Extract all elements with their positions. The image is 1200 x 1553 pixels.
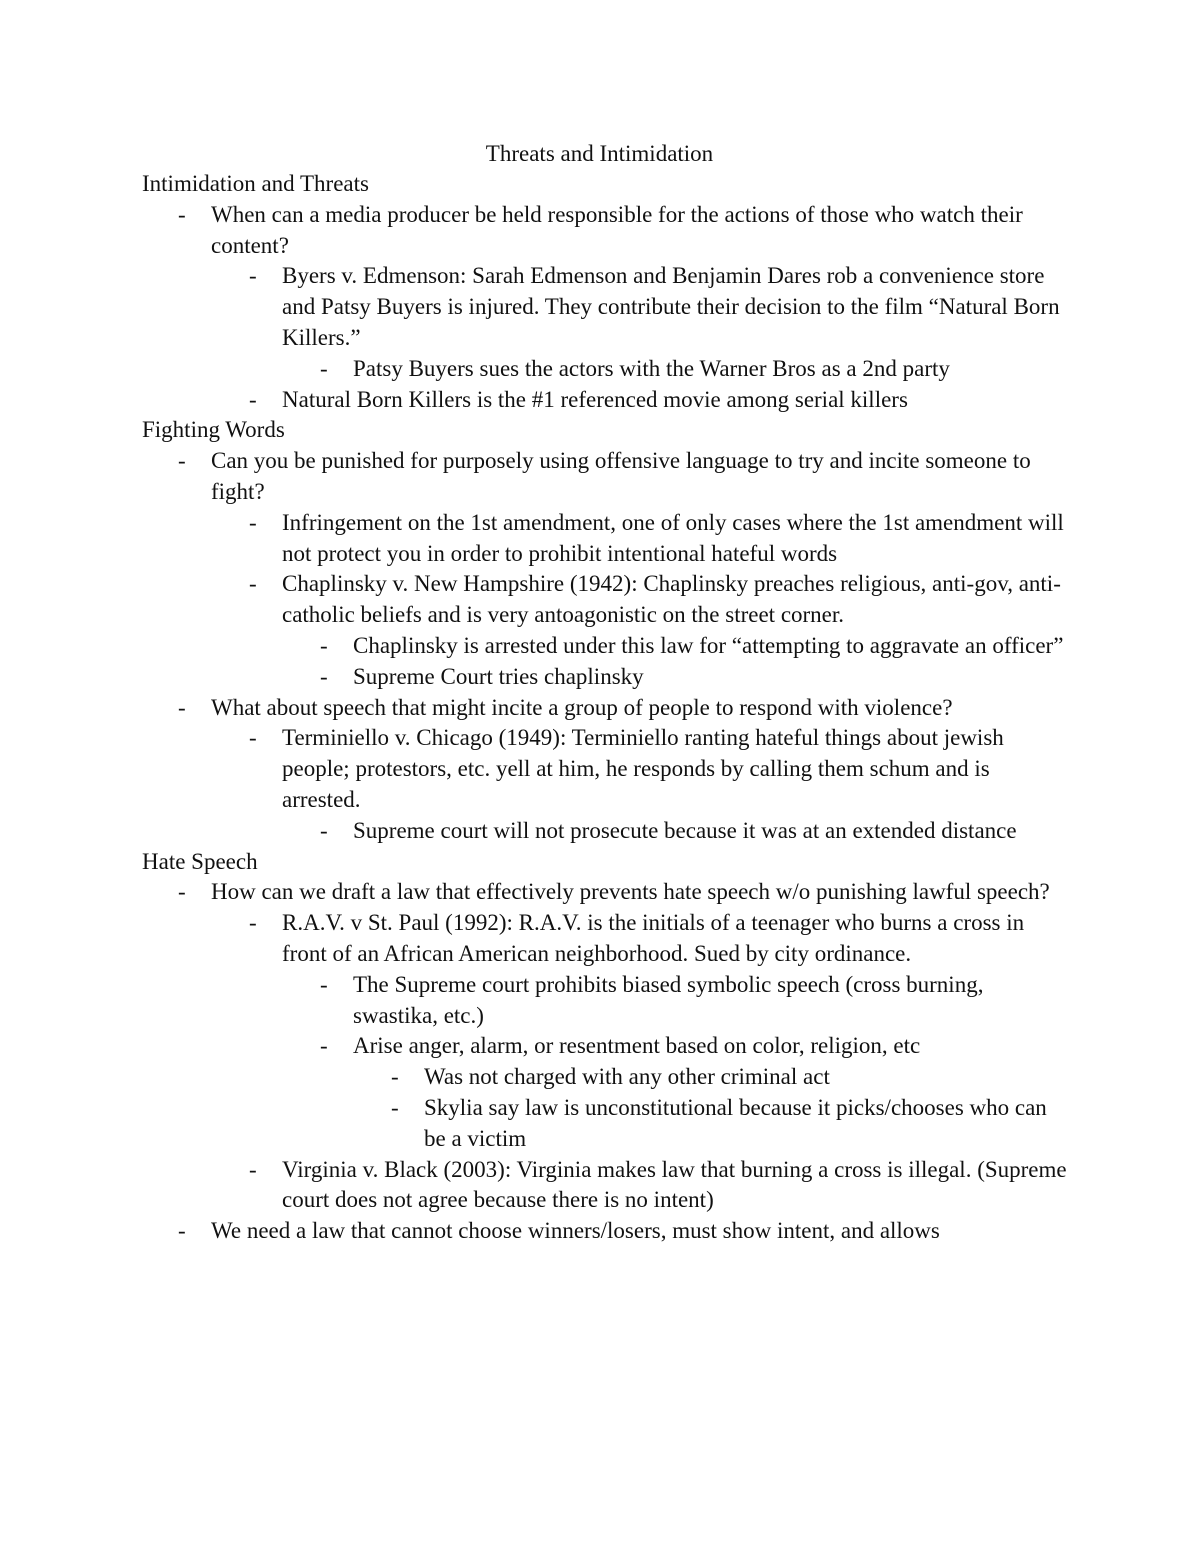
dash-bullet-icon: - (249, 571, 257, 597)
bullet-text: Virginia v. Black (2003): Virginia makes law that burning a cross is illegal. (Supreme court does not agree because there is no intent) (282, 1156, 1067, 1213)
dash-bullet-icon: - (320, 1033, 328, 1059)
bullet-item (142, 662, 1067, 693)
bullet-item (142, 877, 1067, 908)
dash-bullet-icon: - (249, 1156, 257, 1182)
bullet-text: Patsy Buyers sues the actors with the Warner Bros as a 2nd party (353, 355, 950, 381)
dash-bullet-icon: - (178, 448, 186, 474)
dash-bullet-icon: - (391, 1094, 399, 1120)
dash-bullet-icon: - (249, 263, 257, 289)
dash-bullet-icon: - (249, 386, 257, 412)
bullet-text: Chaplinsky v. New Hampshire (1942): Chaplinsky preaches religious, anti-gov, anti-catholic beliefs and is very antoagonistic on the street corner. (282, 571, 1061, 628)
bullet-item (142, 1155, 1067, 1217)
dash-bullet-icon: - (249, 725, 257, 751)
dash-bullet-icon: - (178, 694, 186, 720)
bullet-text: R.A.V. v St. Paul (1992): R.A.V. is the initials of a teenager who burns a cross in front of an African American neighborhood. Sued by city ordinance. (282, 910, 1025, 966)
section-heading: Intimidation and Threats (142, 171, 369, 196)
dash-bullet-icon: - (178, 879, 186, 905)
dash-bullet-icon: - (178, 201, 186, 227)
sections-container (142, 169, 1067, 1247)
bullet-text: Natural Born Killers is the #1 referenced movie among serial killers (282, 386, 908, 412)
document-body (142, 138, 1067, 1247)
dash-bullet-icon: - (320, 632, 328, 658)
bullet-item (142, 631, 1067, 662)
bullet-item (142, 1031, 1067, 1062)
bullet-text: Chaplinsky is arrested under this law for “attempting to aggravate an officer” (353, 632, 1064, 658)
bullet-text: Byers v. Edmenson: Sarah Edmenson and Benjamin Dares rob a convenience store and Patsy Buyers is injured. They contribute their decision to the film “Natural Born Killers.” (282, 263, 1060, 350)
bullet-item (142, 385, 1067, 416)
bullet-item (142, 569, 1067, 631)
document-title: Threats and Intimidation (485, 141, 714, 166)
bullet-item (142, 970, 1067, 1032)
bullet-text: Terminiello v. Chicago (1949): Terminiello ranting hateful things about jewish people; protestors, etc. yell at him, he responds by calling them schum and is arrested. (282, 725, 1004, 812)
section-heading: Hate Speech (142, 848, 258, 874)
dash-bullet-icon: - (320, 971, 328, 997)
bullet-text: Skylia say law is unconstitutional because it picks/chooses who can be a victim (424, 1094, 1047, 1151)
bullet-item (142, 908, 1067, 970)
bullet-text: Was not charged with any other criminal act (424, 1064, 830, 1090)
bullet-item (142, 446, 1067, 508)
dash-bullet-icon: - (249, 910, 257, 936)
bullet-item (142, 1062, 1067, 1093)
bullet-text: Supreme Court tries chaplinsky (353, 663, 644, 689)
dash-bullet-icon: - (320, 817, 328, 843)
bullet-text: What about speech that might incite a group of people to respond with violence? (211, 694, 953, 720)
bullet-text: Supreme court will not prosecute because it was at an extended distance (353, 817, 1017, 843)
bullet-item (142, 723, 1067, 815)
bullet-item (142, 816, 1067, 847)
dash-bullet-icon: - (320, 663, 328, 689)
bullet-item (142, 261, 1067, 353)
bullet-item (142, 354, 1067, 385)
section-heading: Fighting Words (142, 417, 285, 443)
bullet-text: Can you be punished for purposely using offensive language to try and incite someone to fight? (211, 448, 1031, 504)
bullet-item (142, 200, 1067, 262)
bullet-text: We need a law that cannot choose winners/losers, must show intent, and allows (211, 1218, 940, 1244)
dash-bullet-icon: - (249, 509, 257, 535)
dash-bullet-icon: - (320, 355, 328, 381)
bullet-item (142, 508, 1067, 570)
dash-bullet-icon: - (391, 1064, 399, 1090)
bullet-text: The Supreme court prohibits biased symbolic speech (cross burning, swastika, etc.) (353, 971, 984, 1028)
bullet-item (142, 693, 1067, 724)
bullet-text: Arise anger, alarm, or resentment based on color, religion, etc (353, 1033, 921, 1059)
bullet-text: Infringement on the 1st amendment, one of only cases where the 1st amendment will not protect you in order to prohibit intentional hateful words (282, 509, 1064, 566)
bullet-text: When can a media producer be held responsible for the actions of those who watch their content? (211, 201, 1023, 258)
dash-bullet-icon: - (178, 1218, 186, 1244)
bullet-item (142, 1093, 1067, 1155)
bullet-text: How can we draft a law that effectively prevents hate speech w/o punishing lawful speech? (211, 879, 1050, 905)
bullet-item (142, 1216, 1067, 1247)
